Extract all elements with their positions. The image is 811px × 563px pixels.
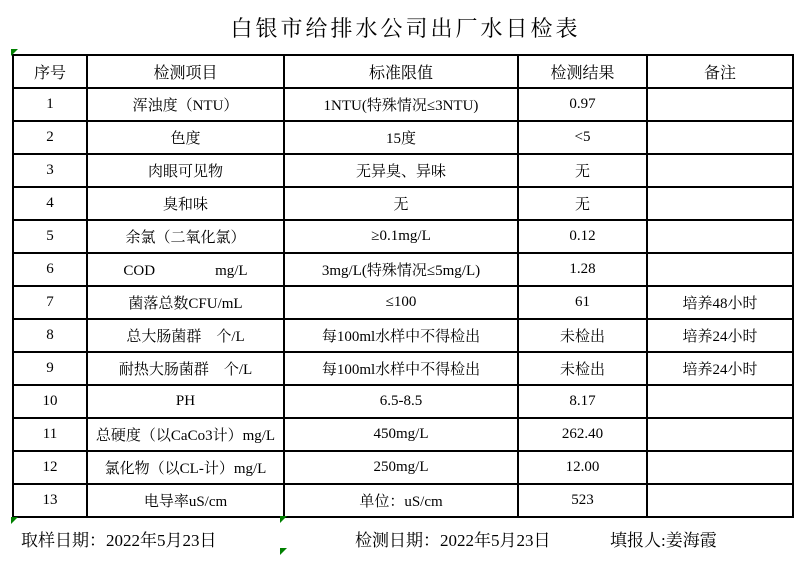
table-cell: 10 [13,385,87,418]
table-cell: 61 [518,286,647,319]
table-cell: 8 [13,319,87,352]
table-cell: 0.97 [518,88,647,121]
table-cell: 肉眼可见物 [87,154,284,187]
table-cell: 无 [518,154,647,187]
table-cell [647,451,793,484]
table-cell: 余氯（二氧化氯） [87,220,284,253]
table-row [13,418,793,451]
table-row [13,319,793,352]
column-header-limit: 标准限值 [284,55,518,88]
column-header-item: 检测项目 [87,55,284,88]
table-cell: 12.00 [518,451,647,484]
table-cell [647,220,793,253]
sampling-date-label: 取样日期：2022年5月23日 [21,531,217,550]
table-header-row [13,55,793,88]
table-cell: 未检出 [518,319,647,352]
table-cell [647,484,793,517]
table-cell: 无 [518,187,647,220]
table-cell: 12 [13,451,87,484]
table-cell: 培养24小时 [647,319,793,352]
table-body [13,88,793,517]
table-cell [647,385,793,418]
excel-error-marker-icon [280,516,287,523]
table-cell: 5 [13,220,87,253]
table-cell: 450mg/L [284,418,518,451]
table-cell: 13 [13,484,87,517]
excel-error-marker-icon [280,548,287,555]
inspection-table [12,54,794,518]
table-cell [647,154,793,187]
table-cell: 耐热大肠菌群 个/L [87,352,284,385]
table-cell: 523 [518,484,647,517]
test-date-label: 检测日期：2022年5月23日 [355,531,551,550]
table-cell: 262.40 [518,418,647,451]
table-cell: 总大肠菌群 个/L [87,319,284,352]
table-cell: 单位：uS/cm [284,484,518,517]
table-row [13,451,793,484]
table-cell: 无异臭、异味 [284,154,518,187]
table-cell: 臭和味 [87,187,284,220]
table-row [13,187,793,220]
table-cell: 8.17 [518,385,647,418]
table-cell: 1 [13,88,87,121]
table-row [13,484,793,517]
table-cell [647,418,793,451]
table-cell: <5 [518,121,647,154]
table-cell [647,121,793,154]
table-cell: 色度 [87,121,284,154]
table-row [13,154,793,187]
table-cell: 7 [13,286,87,319]
table-cell [647,187,793,220]
table-cell: PH [87,385,284,418]
table-cell: 无 [284,187,518,220]
table-cell: 15度 [284,121,518,154]
table-cell: 菌落总数CFU/mL [87,286,284,319]
table-row [13,253,793,286]
table-cell [647,88,793,121]
table-cell: 每100ml水样中不得检出 [284,319,518,352]
table-cell: 4 [13,187,87,220]
table-cell: ≤100 [284,286,518,319]
table-cell: 电导率uS/cm [87,484,284,517]
table-cell [647,253,793,286]
table-row [13,88,793,121]
table-row [13,220,793,253]
table-row [13,286,793,319]
table-row [13,385,793,418]
table-cell: 未检出 [518,352,647,385]
table-cell: 250mg/L [284,451,518,484]
column-header-remarks: 备注 [647,55,793,88]
table-cell: 3 [13,154,87,187]
table-cell: COD mg/L [87,253,284,286]
table-cell: 2 [13,121,87,154]
table-row [13,121,793,154]
table-cell: 氯化物（以CL-计）mg/L [87,451,284,484]
table-cell: 6 [13,253,87,286]
table-cell: 培养48小时 [647,286,793,319]
table-cell: 每100ml水样中不得检出 [284,352,518,385]
table-cell: 浑浊度（NTU） [87,88,284,121]
table-cell: 总硬度（以CaCo3计）mg/L [87,418,284,451]
table-cell: 11 [13,418,87,451]
column-header-result: 检测结果 [518,55,647,88]
table-cell: 6.5-8.5 [284,385,518,418]
page-title: 白银市给排水公司出厂水日检表 [230,16,581,41]
column-header-serial: 序号 [13,55,87,88]
table-row [13,352,793,385]
table-cell: 3mg/L(特殊情况≤5mg/L) [284,253,518,286]
table-cell: 0.12 [518,220,647,253]
table-cell: 1NTU(特殊情况≤3NTU) [284,88,518,121]
table-cell: ≥0.1mg/L [284,220,518,253]
table-cell: 培养24小时 [647,352,793,385]
excel-error-marker-icon [11,517,18,524]
reporter-label: 填报人:姜海霞 [610,531,717,550]
table-cell: 1.28 [518,253,647,286]
table-cell: 9 [13,352,87,385]
